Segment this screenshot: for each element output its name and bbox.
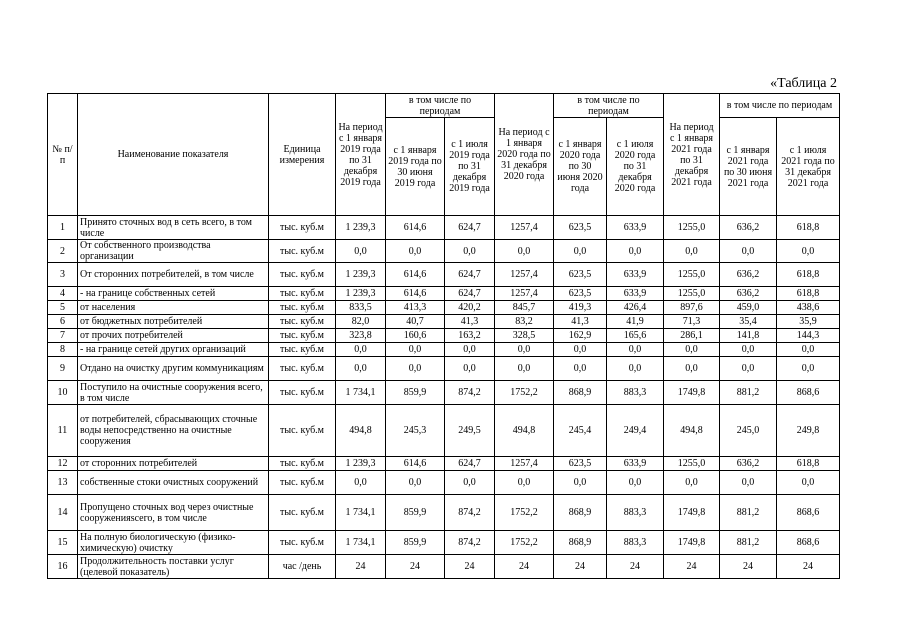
- header-total-2020: На период с 1 января 2020 года по 31 декабря 2020 года: [495, 94, 554, 216]
- row-name: От собственного производства организации: [78, 240, 269, 263]
- row-unit: час /день: [269, 555, 336, 579]
- row-value: 1255,0: [664, 216, 720, 240]
- row-value: 868,9: [554, 381, 607, 405]
- row-value: 24: [495, 555, 554, 579]
- row-value: 249,4: [607, 405, 664, 457]
- row-value: 1749,8: [664, 495, 720, 531]
- row-value: 623,5: [554, 263, 607, 287]
- row-value: 144,3: [777, 329, 840, 343]
- row-value: 633,9: [607, 287, 664, 301]
- row-value: 868,9: [554, 495, 607, 531]
- row-value: 323,8: [336, 329, 386, 343]
- header-2019-h2: с 1 июля 2019 года по 31 декабря 2019 года: [445, 118, 495, 216]
- row-value: 286,1: [664, 329, 720, 343]
- row-name: собственные стоки очистных сооружений: [78, 471, 269, 495]
- row-value: 624,7: [445, 457, 495, 471]
- table-row: [48, 240, 840, 263]
- row-value: 883,3: [607, 495, 664, 531]
- row-value: 623,5: [554, 457, 607, 471]
- header-2020-h1: с 1 января 2020 года по 30 июня 2020 года: [554, 118, 607, 216]
- row-unit: тыс. куб.м: [269, 343, 336, 357]
- row-value: 0,0: [495, 471, 554, 495]
- row-value: 636,2: [720, 216, 777, 240]
- row-unit: тыс. куб.м: [269, 216, 336, 240]
- row-value: 0,0: [554, 357, 607, 381]
- row-value: 0,0: [607, 343, 664, 357]
- row-value: 868,6: [777, 495, 840, 531]
- table-row: [48, 381, 840, 405]
- row-value: 41,3: [554, 315, 607, 329]
- table-row: [48, 216, 840, 240]
- row-value: 0,0: [720, 343, 777, 357]
- row-value: 0,0: [445, 240, 495, 263]
- row-value: 624,7: [445, 263, 495, 287]
- row-value: 420,2: [445, 301, 495, 315]
- table-row: [48, 495, 840, 531]
- row-value: 623,5: [554, 216, 607, 240]
- table-row: [48, 301, 840, 315]
- row-value: 874,2: [445, 381, 495, 405]
- row-unit: тыс. куб.м: [269, 457, 336, 471]
- row-value: 1 734,1: [336, 531, 386, 555]
- row-value: 0,0: [607, 471, 664, 495]
- row-value: 0,0: [386, 471, 445, 495]
- row-value: 636,2: [720, 287, 777, 301]
- row-unit: тыс. куб.м: [269, 263, 336, 287]
- row-name: На полную биологическую (физико-химическую) очистку: [78, 531, 269, 555]
- row-value: 0,0: [664, 357, 720, 381]
- row-value: 0,0: [495, 240, 554, 263]
- table-caption: «Таблица 2: [770, 76, 837, 91]
- row-value: 614,6: [386, 457, 445, 471]
- row-value: 0,0: [495, 343, 554, 357]
- row-value: 82,0: [336, 315, 386, 329]
- row-value: 0,0: [607, 357, 664, 381]
- row-value: 24: [336, 555, 386, 579]
- row-value: 494,8: [336, 405, 386, 457]
- row-value: 614,6: [386, 216, 445, 240]
- row-number: 13: [48, 471, 78, 495]
- row-unit: тыс. куб.м: [269, 405, 336, 457]
- row-value: 618,8: [777, 287, 840, 301]
- table-row: [48, 329, 840, 343]
- row-name: Пропущено сточных вод через очистные сооруженияsсего, в том числе: [78, 495, 269, 531]
- row-value: 163,2: [445, 329, 495, 343]
- row-value: 24: [720, 555, 777, 579]
- row-value: 636,2: [720, 457, 777, 471]
- row-value: 881,2: [720, 531, 777, 555]
- row-value: 249,5: [445, 405, 495, 457]
- row-value: 35,4: [720, 315, 777, 329]
- row-value: 0,0: [720, 240, 777, 263]
- row-value: 624,7: [445, 216, 495, 240]
- row-value: 413,3: [386, 301, 445, 315]
- row-value: 845,7: [495, 301, 554, 315]
- row-value: 24: [386, 555, 445, 579]
- row-name: Продолжительность поставки услуг (целевой показатель): [78, 555, 269, 579]
- row-value: 0,0: [777, 240, 840, 263]
- row-value: 1 239,3: [336, 287, 386, 301]
- row-value: 1749,8: [664, 381, 720, 405]
- row-name: от населения: [78, 301, 269, 315]
- row-value: 868,6: [777, 381, 840, 405]
- row-value: 24: [777, 555, 840, 579]
- row-value: 0,0: [445, 357, 495, 381]
- row-unit: тыс. куб.м: [269, 315, 336, 329]
- row-unit: тыс. куб.м: [269, 381, 336, 405]
- row-value: 868,9: [554, 531, 607, 555]
- row-name: от прочих потребителей: [78, 329, 269, 343]
- table-row: [48, 531, 840, 555]
- row-value: 0,0: [554, 240, 607, 263]
- row-value: 0,0: [386, 343, 445, 357]
- row-number: 5: [48, 301, 78, 315]
- header-2021-h1: с 1 января 2021 года по 30 июня 2021 года: [720, 118, 777, 216]
- row-value: 633,9: [607, 457, 664, 471]
- row-value: 245,4: [554, 405, 607, 457]
- row-value: 141,8: [720, 329, 777, 343]
- header-name: Наименование показателя: [78, 94, 269, 216]
- row-unit: тыс. куб.м: [269, 329, 336, 343]
- row-value: 1255,0: [664, 287, 720, 301]
- row-value: 165,6: [607, 329, 664, 343]
- table-row: [48, 343, 840, 357]
- row-name: - на границе сетей других организаций: [78, 343, 269, 357]
- row-number: 12: [48, 457, 78, 471]
- row-value: 245,3: [386, 405, 445, 457]
- row-value: 160,6: [386, 329, 445, 343]
- row-number: 11: [48, 405, 78, 457]
- row-number: 8: [48, 343, 78, 357]
- table-row: [48, 471, 840, 495]
- row-name: от потребителей, сбрасывающих сточные воды непосредственно на очистные сооружения: [78, 405, 269, 457]
- row-value: 40,7: [386, 315, 445, 329]
- row-value: 0,0: [445, 343, 495, 357]
- row-unit: тыс. куб.м: [269, 471, 336, 495]
- row-value: 0,0: [336, 471, 386, 495]
- row-value: 426,4: [607, 301, 664, 315]
- header-2020-h2: с 1 июля 2020 года по 31 декабря 2020 года: [607, 118, 664, 216]
- row-value: 833,5: [336, 301, 386, 315]
- row-name: От сторонних потребителей, в том числе: [78, 263, 269, 287]
- row-number: 14: [48, 495, 78, 531]
- row-name: от бюджетных потребителей: [78, 315, 269, 329]
- row-value: 1752,2: [495, 381, 554, 405]
- header-sub-2019: в том числе по периодам: [386, 94, 495, 118]
- row-value: 1752,2: [495, 531, 554, 555]
- row-number: 10: [48, 381, 78, 405]
- row-value: 1 239,3: [336, 216, 386, 240]
- row-value: 1255,0: [664, 457, 720, 471]
- row-value: 636,2: [720, 263, 777, 287]
- row-value: 614,6: [386, 287, 445, 301]
- row-value: 859,9: [386, 531, 445, 555]
- table-row: [48, 357, 840, 381]
- row-value: 0,0: [664, 471, 720, 495]
- row-value: 859,9: [386, 381, 445, 405]
- row-value: 419,3: [554, 301, 607, 315]
- row-value: 1257,4: [495, 263, 554, 287]
- row-number: 9: [48, 357, 78, 381]
- row-value: 874,2: [445, 495, 495, 531]
- row-value: 0,0: [664, 343, 720, 357]
- header-num: № п/п: [48, 94, 78, 216]
- row-name: - на границе собственных сетей: [78, 287, 269, 301]
- table-body: [48, 216, 840, 579]
- row-value: 1257,4: [495, 457, 554, 471]
- row-value: 859,9: [386, 495, 445, 531]
- row-value: 328,5: [495, 329, 554, 343]
- row-number: 3: [48, 263, 78, 287]
- row-value: 618,8: [777, 263, 840, 287]
- row-number: 15: [48, 531, 78, 555]
- table-row: [48, 287, 840, 301]
- row-value: 881,2: [720, 495, 777, 531]
- row-value: 438,6: [777, 301, 840, 315]
- row-value: 71,3: [664, 315, 720, 329]
- header-2019-h1: с 1 января 2019 года по 30 июня 2019 года: [386, 118, 445, 216]
- row-value: 883,3: [607, 381, 664, 405]
- row-value: 494,8: [664, 405, 720, 457]
- row-value: 0,0: [386, 357, 445, 381]
- row-value: 245,0: [720, 405, 777, 457]
- row-value: 1255,0: [664, 263, 720, 287]
- row-value: 633,9: [607, 216, 664, 240]
- row-value: 24: [607, 555, 664, 579]
- row-unit: тыс. куб.м: [269, 287, 336, 301]
- row-number: 16: [48, 555, 78, 579]
- table-row: [48, 457, 840, 471]
- row-value: 1 239,3: [336, 457, 386, 471]
- row-value: 162,9: [554, 329, 607, 343]
- row-value: 35,9: [777, 315, 840, 329]
- row-value: 614,6: [386, 263, 445, 287]
- row-value: 624,7: [445, 287, 495, 301]
- row-value: 618,8: [777, 457, 840, 471]
- row-value: 883,3: [607, 531, 664, 555]
- row-unit: тыс. куб.м: [269, 357, 336, 381]
- row-name: Отдано на очистку другим коммуникациям: [78, 357, 269, 381]
- row-value: 24: [445, 555, 495, 579]
- row-value: 874,2: [445, 531, 495, 555]
- row-value: 0,0: [607, 240, 664, 263]
- row-number: 4: [48, 287, 78, 301]
- row-value: 623,5: [554, 287, 607, 301]
- header-2021-h2: с 1 июля 2021 года по 31 декабря 2021 года: [777, 118, 840, 216]
- row-value: 1 734,1: [336, 381, 386, 405]
- table-row: [48, 315, 840, 329]
- row-value: 0,0: [336, 343, 386, 357]
- row-value: 83,2: [495, 315, 554, 329]
- row-unit: тыс. куб.м: [269, 531, 336, 555]
- row-name: Поступило на очистные сооружения всего, в том числе: [78, 381, 269, 405]
- row-number: 1: [48, 216, 78, 240]
- row-unit: тыс. куб.м: [269, 495, 336, 531]
- row-value: 1 239,3: [336, 263, 386, 287]
- row-value: 1257,4: [495, 287, 554, 301]
- row-value: 249,8: [777, 405, 840, 457]
- row-unit: тыс. куб.м: [269, 301, 336, 315]
- header-row-top: [48, 94, 840, 118]
- row-value: 618,8: [777, 216, 840, 240]
- row-value: 1257,4: [495, 216, 554, 240]
- row-value: 0,0: [554, 471, 607, 495]
- row-value: 459,0: [720, 301, 777, 315]
- row-value: 0,0: [445, 471, 495, 495]
- row-name: Принято сточных вод в сеть всего, в том числе: [78, 216, 269, 240]
- row-value: 24: [554, 555, 607, 579]
- header-unit: Единица измерения: [269, 94, 336, 216]
- row-value: 494,8: [495, 405, 554, 457]
- row-value: 0,0: [777, 357, 840, 381]
- row-value: 41,3: [445, 315, 495, 329]
- table-row: [48, 555, 840, 579]
- row-value: 881,2: [720, 381, 777, 405]
- header-sub-2020: в том числе по периодам: [554, 94, 664, 118]
- row-value: 0,0: [554, 343, 607, 357]
- row-value: 1 734,1: [336, 495, 386, 531]
- header-total-2019: На период с 1 января 2019 года по 31 декабря 2019 года: [336, 94, 386, 216]
- row-number: 6: [48, 315, 78, 329]
- row-value: 1752,2: [495, 495, 554, 531]
- row-value: 0,0: [777, 343, 840, 357]
- row-value: 0,0: [386, 240, 445, 263]
- row-value: 897,6: [664, 301, 720, 315]
- row-value: 0,0: [336, 240, 386, 263]
- row-value: 0,0: [664, 240, 720, 263]
- row-value: 1749,8: [664, 531, 720, 555]
- table-row: [48, 263, 840, 287]
- header-total-2021: На период с 1 января 2021 года по 31 декабря 2021 года: [664, 94, 720, 216]
- row-number: 7: [48, 329, 78, 343]
- row-value: 0,0: [336, 357, 386, 381]
- row-value: 41,9: [607, 315, 664, 329]
- row-value: 633,9: [607, 263, 664, 287]
- table-row: [48, 405, 840, 457]
- row-name: от сторонних потребителей: [78, 457, 269, 471]
- row-value: 0,0: [777, 471, 840, 495]
- wastewater-table: [47, 93, 840, 579]
- row-value: 868,6: [777, 531, 840, 555]
- row-value: 0,0: [720, 357, 777, 381]
- header-sub-2021: в том числе по периодам: [720, 94, 840, 118]
- row-value: 0,0: [720, 471, 777, 495]
- row-value: 0,0: [495, 357, 554, 381]
- row-unit: тыс. куб.м: [269, 240, 336, 263]
- row-number: 2: [48, 240, 78, 263]
- row-value: 24: [664, 555, 720, 579]
